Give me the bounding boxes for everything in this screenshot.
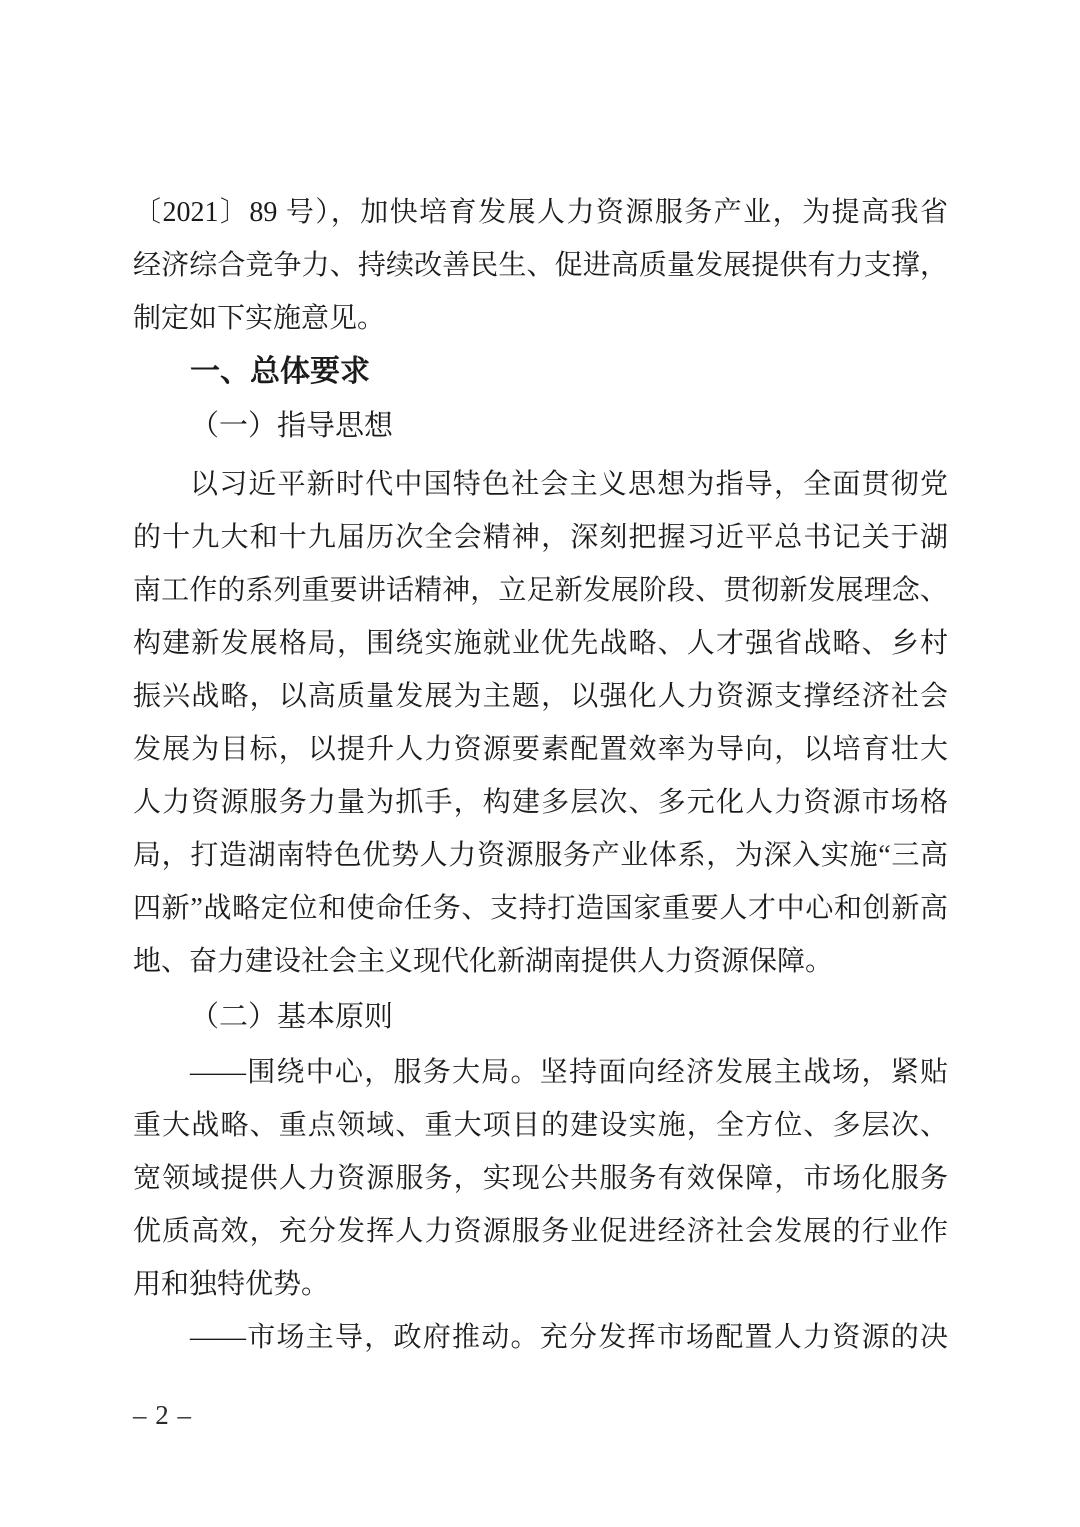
body-line: 制定如下实施意见。 (133, 303, 386, 334)
body-line: 经济综合竞争力、持续改善民生、促进高质量发展提供有力支撑， (133, 250, 948, 281)
principle-body: 充分发挥市场配置人力资源的决 (539, 1322, 948, 1353)
body-line: 局，打造湖南特色优势人力资源服务产业体系，为深入实施“三高 (133, 840, 948, 871)
section-heading: 一、总体要求 (190, 355, 370, 388)
page-number: – 2 – (133, 1400, 192, 1430)
body-line: 构建新发展格局，围绕实施就业优先战略、人才强省战略、乡村 (133, 628, 948, 659)
body-line: 人力资源服务力量为抓手，构建多层次、多元化人力资源市场格 (133, 787, 948, 818)
subsection-heading-guiding-ideology: （一）指导思想 (190, 410, 394, 442)
body-line: 〔2021〕89 号），加快培育发展人力资源服务产业，为提高我省 (133, 197, 948, 228)
body-line: 重大战略、重点领域、重大项目的建设实施，全方位、多层次、 (133, 1110, 948, 1141)
principle-lead: ——围绕中心，服务大局。 (190, 1057, 540, 1088)
body-line: 用和独特优势。 (133, 1269, 330, 1300)
body-line (133, 1046, 948, 1099)
subsection-heading-basic-principles: （二）基本原则 (190, 1001, 394, 1033)
principle-body: 坚持面向经济发展主战场，紧贴 (539, 1057, 948, 1088)
body-line: 南工作的系列重要讲话精神，立足新发展阶段、贯彻新发展理念、 (133, 575, 948, 606)
body-line (133, 1311, 948, 1364)
body-line: 四新”战略定位和使命任务、支持打造国家重要人才中心和创新高 (133, 893, 948, 924)
document-body (133, 186, 948, 1364)
body-line: 优质高效，充分发挥人力资源服务业促进经济社会发展的行业作 (133, 1216, 948, 1247)
principle-lead: ——市场主导，政府推动。 (190, 1322, 540, 1353)
body-line: 的十九大和十九届历次全会精神，深刻把握习近平总书记关于湖 (133, 522, 948, 553)
body-line: 以习近平新时代中国特色社会主义思想为指导，全面贯彻党 (190, 469, 948, 500)
body-line: 地、奋力建设社会主义现代化新湖南提供人力资源保障。 (133, 946, 834, 977)
body-line: 发展为目标，以提升人力资源要素配置效率为导向，以培育壮大 (133, 734, 948, 765)
body-line: 振兴战略，以高质量发展为主题，以强化人力资源支撑经济社会 (133, 681, 948, 712)
body-line: 宽领域提供人力资源服务，实现公共服务有效保障，市场化服务 (133, 1163, 948, 1194)
